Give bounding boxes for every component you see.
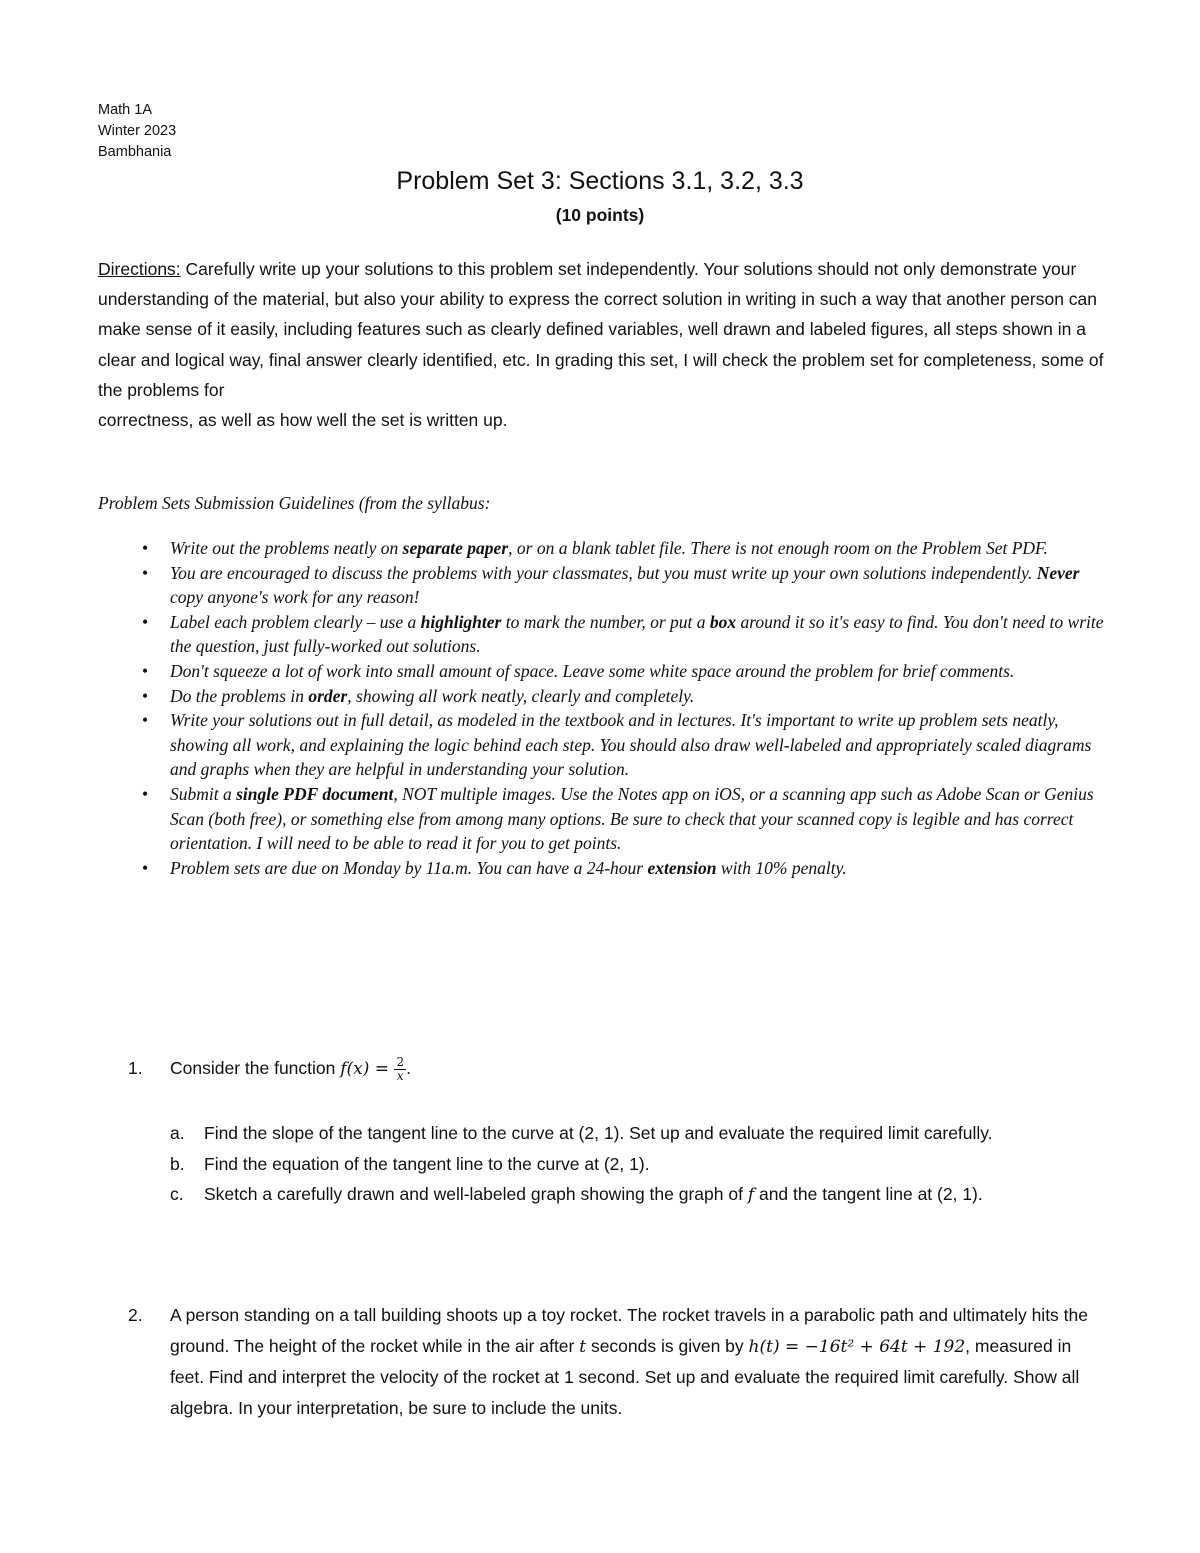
course-name: Math 1A: [98, 102, 152, 118]
guideline-text: to mark the number, or put a: [501, 611, 710, 632]
guideline-text: Problem sets are due on Monday by 11a.m. You can have a 24-hour: [170, 857, 648, 878]
guideline-text: Label each problem clearly – use a: [170, 611, 421, 632]
fraction-denominator: x: [396, 1068, 404, 1083]
guideline-item: [98, 561, 1108, 610]
bullet-icon: •: [142, 660, 149, 681]
guideline-emphasis: order: [308, 685, 348, 706]
part-text: Sketch a carefully drawn and well-labeled graph showing the graph of: [204, 1184, 748, 1204]
guideline-emphasis: Never: [1036, 562, 1080, 583]
problem-text: seconds is given by: [586, 1335, 749, 1356]
problem-text: , measured in feet. Find and interpret the velocity of the rocket at 1 second. Set up and evaluate the required limit carefully. Show all algebra. In your interpretation, be sure to include the units.: [170, 1335, 1080, 1418]
problem-number: 2.: [128, 1305, 143, 1325]
problem-number: 1.: [128, 1058, 143, 1078]
bullet-icon: •: [142, 538, 149, 558]
guideline-item: [98, 856, 1108, 881]
problem-part: [170, 1149, 1110, 1180]
guideline-text: Don't squeeze a lot of work into small amount of space. Leave some white space around the problem for brief comments.: [170, 660, 1015, 681]
guideline-text: , showing all work neatly, clearly and completely.: [347, 685, 695, 706]
bullet-icon: •: [142, 783, 149, 804]
directions-paragraph: [98, 254, 1108, 435]
guideline-item: [98, 659, 1108, 684]
guideline-text: , or on a blank tablet file. There is not enough room on the Problem Set PDF.: [508, 538, 1048, 558]
problem-text: Consider the function: [170, 1058, 341, 1078]
part-text: Find the equation of the tangent line to the curve at (2, 1).: [204, 1153, 650, 1174]
guideline-item: [98, 782, 1108, 856]
problem-1-parts: [170, 1118, 1110, 1211]
part-letter: b.: [170, 1153, 185, 1174]
guideline-text: Do the problems in: [170, 685, 309, 706]
guideline-text: with 10% penalty.: [716, 857, 847, 878]
fraction-numerator: 2: [396, 1054, 405, 1069]
submission-guidelines: [98, 493, 1108, 880]
problem-2: [128, 1300, 1108, 1423]
part-text: and the tangent line at (2, 1).: [754, 1184, 983, 1204]
points-label: (10 points): [555, 205, 645, 225]
bullet-icon: •: [142, 562, 149, 583]
part-letter: a.: [170, 1123, 185, 1143]
guideline-emphasis: highlighter: [420, 611, 502, 632]
page-title: Problem Set 3: Sections 3.1, 3.2, 3.3: [396, 167, 804, 195]
part-letter: c.: [170, 1184, 184, 1204]
guideline-emphasis: separate paper: [402, 538, 509, 558]
problem-text: A person standing on a tall building shoots up a toy rocket. The rocket travels in a parabolic path and ultimately hits the ground. The height of the rocket while in the air after: [170, 1305, 1088, 1356]
guideline-item: [98, 708, 1108, 782]
bullet-icon: •: [142, 710, 149, 731]
guideline-item: [98, 684, 1108, 709]
function-variable: f: [747, 1185, 755, 1205]
guideline-text: You are encouraged to discuss the problems with your classmates, but you must write up your own solutions independently.: [170, 562, 1037, 583]
directions-text: Carefully write up your solutions to this problem set independently. Your solutions should not only demonstrate your understanding of the material, but also your ability to express the correct solution in writing in such a way that another person can make sense of it easily, including features such as clearly defined variables, well drawn and labeled figures, all steps shown in a clear and logical way, final answer clearly identified, etc. In grading this set, I will check the problem set for completeness, some of the problems for: [98, 259, 1104, 400]
bullet-icon: •: [142, 685, 149, 706]
problem-1: [128, 1053, 1108, 1085]
guideline-emphasis: single PDF document: [236, 783, 394, 804]
guideline-emphasis: box: [709, 611, 737, 632]
instructor-name: Bambhania: [98, 144, 172, 160]
time-variable: t: [579, 1336, 587, 1357]
directions-text-end: correctness, as well as how well the set is written up.: [98, 410, 508, 431]
problem-part: [170, 1118, 1110, 1149]
height-function: h(t) = −16t² + 64t + 192: [748, 1336, 966, 1357]
guideline-item: [98, 536, 1108, 561]
guidelines-list: [98, 536, 1108, 880]
document-header: [98, 100, 176, 163]
fraction: [394, 1056, 406, 1083]
guideline-text: Submit a: [170, 783, 237, 804]
problem-part: [170, 1179, 1110, 1211]
problem-2-statement: [170, 1300, 1108, 1423]
guideline-text: , NOT multiple images. Use the Notes app on iOS, or a scanning app such as Adobe Scan or Genius Scan (both free), or something else from among many options. Be sure to check that your scanned copy is legible and has correct orientation. I will need to be able to read it for you to get points.: [170, 783, 1094, 854]
function-expression: f(x) =: [340, 1059, 395, 1079]
guideline-text: Write your solutions out in full detail, as modeled in the textbook and in lectures. It's important to write up problem sets neatly, showing all work, and explaining the logic behind each step. You should also draw well-labeled and appropriately scaled diagrams and graphs when they are helpful in understanding your solution.: [170, 710, 1092, 780]
bullet-icon: •: [142, 611, 149, 632]
directions-label: Directions:: [98, 259, 181, 279]
guidelines-title: Problem Sets Submission Guidelines (from the syllabus:: [98, 493, 491, 513]
guideline-item: [98, 610, 1108, 659]
term: Winter 2023: [98, 123, 177, 139]
problem-text: .: [406, 1058, 411, 1078]
guideline-emphasis: extension: [647, 857, 717, 878]
guideline-text: copy anyone's work for any reason!: [170, 587, 420, 608]
guideline-text: around it so it's easy to find. You don't need to write the question, just fully-worked out solutions.: [170, 611, 1104, 657]
problem-1-statement: [170, 1053, 1108, 1085]
part-text: Find the slope of the tangent line to the curve at (2, 1). Set up and evaluate the required limit carefully.: [204, 1123, 993, 1143]
bullet-icon: •: [142, 857, 149, 878]
guideline-text: Write out the problems neatly on: [170, 538, 403, 558]
